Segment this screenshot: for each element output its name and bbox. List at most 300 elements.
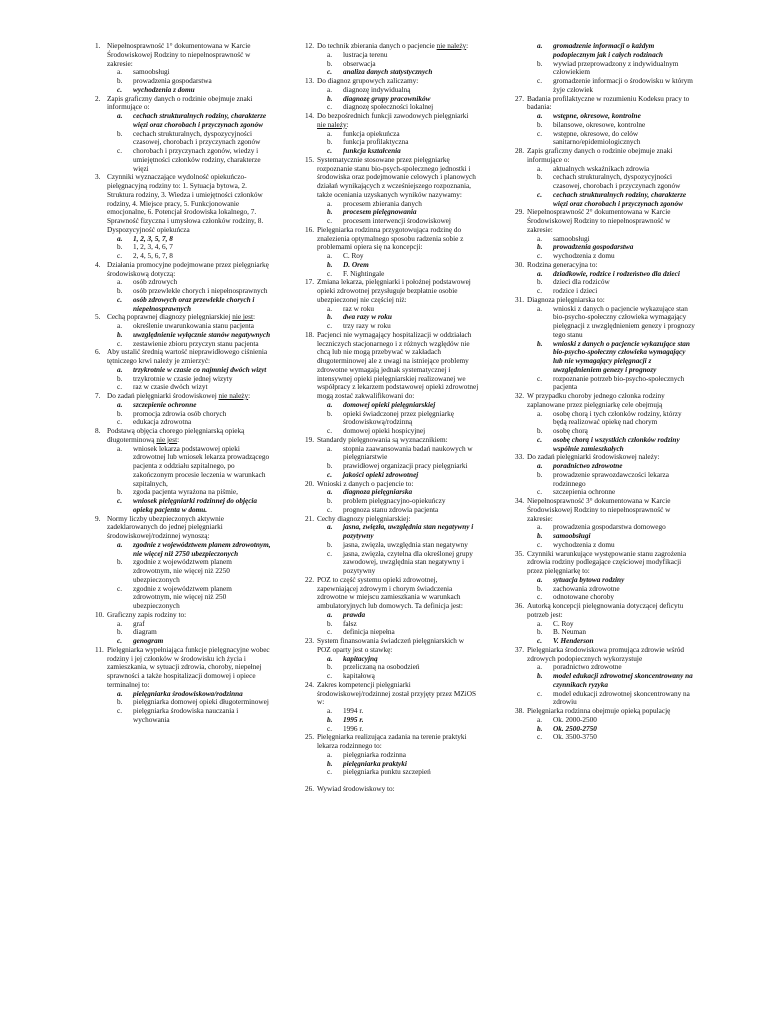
option-letter: a. — [117, 365, 123, 374]
option-text: dwa razy w roku — [343, 313, 392, 322]
option-text: określenie uwarunkowania stanu pacjenta — [133, 322, 254, 330]
option-letter: b. — [327, 663, 333, 672]
question-number: 24. — [305, 680, 315, 689]
question-negation: nie należy — [218, 392, 249, 400]
option-text: odnotowane choroby — [553, 593, 615, 602]
option-text: wstępne, okresowe, do celów sanitarno/epidemiologicznych — [553, 129, 641, 147]
option-text: wniosek pielęgniarki rodzinnej do objęcia opieką pacjenta w domu. — [133, 497, 258, 514]
option-item — [317, 130, 479, 139]
option-item — [317, 103, 479, 112]
option-item — [317, 427, 479, 436]
correct-option — [317, 147, 479, 156]
question-column-1 — [95, 42, 271, 725]
option-text: prowadzenia gospodarstwa — [553, 243, 634, 252]
option-text: stopnia zaawansowania badań naukowych w pielęgniarstwie — [343, 444, 473, 462]
question-number: 19. — [305, 435, 315, 444]
option-letter: c. — [117, 147, 123, 155]
option-text: gromadzenie informacji o środowisku w którym żyje człowiek — [553, 77, 693, 94]
option-list — [527, 576, 695, 602]
correct-option — [107, 637, 271, 646]
correct-option — [317, 208, 479, 217]
correct-option — [317, 261, 479, 270]
option-letter: c. — [537, 287, 543, 295]
option-letter: b. — [117, 243, 123, 252]
option-text: D. Orem — [343, 260, 369, 269]
option-letter: c. — [537, 733, 543, 742]
option-item — [527, 620, 695, 629]
option-item — [317, 305, 479, 314]
option-text: raz w czasie dwóch wizyt — [133, 383, 208, 392]
question-text — [107, 348, 271, 366]
question-stem: Zakres kompetencji pielęgniarki środowiskowej/rodzinnej został przyjęty przez MZiOS w: — [317, 680, 477, 707]
option-letter: a. — [537, 619, 543, 628]
option-text: promocja zdrowia osób chorych — [133, 409, 227, 418]
question-item — [515, 602, 695, 646]
option-letter: a. — [327, 610, 333, 619]
option-text: zachowania zdrowotne — [553, 584, 620, 593]
question-text — [107, 646, 271, 690]
question-stem: Pielęgniarka wypełniająca funkcje pielęgnacyjne wobec rodziny i jej członków w środowisku ich życia i zamieszkania, w sytuacji zdrowia, choroby, niepełnej sprawności a także hospitalizacji domowej i opiece terminalnej to: — [107, 645, 270, 689]
option-text: osobę chorą — [553, 427, 588, 435]
question-number: 26. — [305, 785, 315, 793]
option-text: samoobsługi — [553, 234, 590, 243]
question-number: 7. — [95, 392, 101, 400]
option-text: analiza danych statystycznych — [343, 68, 433, 77]
question-stem: Badania profilaktyczne w rozumieniu Kodeksu pracy to badania: — [527, 94, 690, 112]
question-stem: W przypadku choroby jednego członka rodziny zaplanowane przez pielęgniarkę cele obejmują — [527, 392, 665, 409]
option-list — [317, 51, 479, 77]
option-letter: a. — [117, 322, 123, 330]
option-text: procesem interwencji środowiskowej — [343, 217, 451, 225]
option-text: Ok. 2500-2750 — [553, 724, 597, 733]
option-letter: b. — [117, 374, 123, 383]
question-number: 31. — [515, 295, 525, 304]
option-item — [527, 585, 695, 594]
option-letter: b. — [327, 94, 333, 103]
question-item — [305, 77, 479, 112]
option-item — [317, 410, 479, 428]
question-item — [305, 576, 479, 637]
option-letter: c. — [327, 768, 333, 777]
option-list — [107, 445, 271, 515]
option-list — [107, 620, 271, 646]
question-number: 37. — [515, 645, 525, 654]
option-text: fałsz — [343, 619, 357, 628]
option-list — [527, 165, 695, 209]
correct-option — [317, 760, 479, 769]
question-text — [527, 646, 695, 664]
option-item — [527, 663, 695, 672]
option-letter: a. — [327, 400, 333, 409]
question-stem: POZ to część systemu opieki zdrowotnej, zapewniającej zdrowym i chorym świadczenia zdrowotne w miejscu zamieszkania w warunkach ambulatoryjnych lub domowych. Ta definicja jest: — [317, 575, 463, 610]
question-number: 20. — [305, 479, 315, 488]
option-item — [107, 445, 271, 489]
question-stem: Podstawą objęcia chorego pielęgniarską opieką długoterminową — [107, 427, 245, 444]
question-stem: Czynniki wyznaczające wydolność opiekuńczo-pielęgnacyjną rodziny to: 1. Sytuacja bytowa, 2. Struktura rodziny, 3. Wiedza i umiejętności członków rodziny, 4. Miejsce pracy, 5. Funkcjonowanie emocjonalne, 6. Potencjał środowiska lokalnego, 7. Sprawność fizyczna i umysłowa członków rodziny, 8. Dyspozycyjność opiekuńcza — [107, 173, 264, 234]
option-list — [317, 488, 479, 514]
option-text: rozpoznanie potrzeb bio-psycho-społecznych pacjenta — [553, 374, 685, 392]
option-text: V. Henderson — [553, 637, 594, 645]
question-negation: nie jest — [156, 435, 178, 444]
option-letter: c. — [117, 418, 123, 427]
option-text: domowej opieki pielęgniarskiej — [343, 400, 436, 409]
question-text — [317, 77, 479, 86]
option-letter: b. — [537, 339, 543, 348]
option-text: wychodzenia z domu — [553, 540, 615, 549]
option-text: funkcja profilaktyczna — [343, 138, 409, 147]
option-letter: b. — [537, 584, 543, 593]
question-text — [317, 785, 479, 794]
option-letter: c. — [537, 689, 543, 698]
option-letter: a. — [117, 400, 123, 409]
option-item — [107, 488, 271, 497]
question-item — [305, 515, 479, 576]
question-text: Cechą poprawnej diagnozy pielęgniarskiej nie jest: — [107, 313, 255, 322]
question-number: 28. — [515, 147, 525, 155]
question-item — [305, 785, 479, 794]
option-list — [527, 663, 695, 707]
option-text: przeliczaną na osobodzień — [343, 663, 420, 672]
option-letter: b. — [537, 427, 543, 435]
option-letter: b. — [537, 173, 543, 182]
option-item — [527, 60, 695, 78]
question-number: 36. — [515, 602, 525, 610]
question-text — [317, 226, 479, 252]
option-item — [317, 217, 479, 226]
option-letter: a. — [327, 444, 333, 453]
question-text — [317, 480, 479, 489]
question-stem: Niepełnosprawność 1° dokumentowana w Karcie Środowiskowej Rodziny to niepełnosprawność w zakresie: — [107, 42, 251, 68]
option-text: 1, 2, 3, 4, 6, 7 — [133, 243, 173, 252]
option-letter: b. — [327, 497, 333, 505]
question-stem: Aby ustalić średnią wartość nieprawidłowego ciśnienia tętniczego krwi należy je zmierzyć: — [107, 348, 268, 365]
option-letter: a. — [327, 85, 333, 94]
option-text: diagnozę grupy pracowników — [343, 94, 431, 103]
question-text — [317, 637, 479, 655]
option-letter: b. — [327, 715, 333, 724]
question-column-3 — [515, 42, 695, 742]
question-item — [515, 95, 695, 148]
option-text: prawidłowej organizacji pracy pielęgniarki — [343, 462, 468, 470]
option-text: osobę chorą i wszystkich członków rodziny wspólnie zamieszkałych — [553, 435, 680, 453]
option-letter: c. — [327, 269, 333, 278]
question-number: 15. — [305, 155, 315, 164]
question-text — [317, 681, 479, 707]
question-item — [95, 611, 271, 646]
option-letter: a. — [537, 112, 543, 120]
option-list — [107, 235, 271, 261]
option-text: wniosek lekarza podstawowej opieki zdrowotnej lub wniosek lekarza prowadzącego pacjenta z oddziału szpitalnego, po zakończonym procesie leczenia w warunkach szpitalnych, — [133, 444, 270, 488]
option-list — [107, 278, 271, 313]
option-item — [317, 628, 479, 637]
option-text: pielęgniarka praktyki — [343, 759, 407, 768]
option-item — [317, 751, 479, 760]
option-letter: c. — [327, 724, 333, 733]
question-text — [527, 392, 695, 410]
option-list — [527, 112, 695, 147]
option-text: 1995 r. — [343, 715, 364, 724]
option-text: obserwacja — [343, 59, 376, 68]
option-letter: c. — [537, 190, 543, 199]
question-stem: Graficzny zapis rodziny to: — [107, 610, 187, 619]
option-letter: a. — [117, 689, 123, 698]
question-number: 30. — [515, 260, 525, 269]
option-letter: a. — [117, 68, 123, 77]
correct-option — [107, 401, 271, 410]
question-number: 35. — [515, 549, 525, 558]
question-stem: Wywiad środowiskowy to: — [317, 785, 395, 793]
question-stem: Niepełnosprawność 3° dokumentowana w Karcie Środowiskowej Rodziny to niepełnosprawność w zakresie: — [527, 497, 671, 523]
option-list — [527, 42, 695, 95]
question-stem: Do technik zbierania danych o pacjencie — [317, 42, 435, 50]
option-text: wychodzenia z domu — [133, 85, 195, 94]
question-text — [527, 497, 695, 523]
option-letter: a. — [537, 164, 543, 173]
question-number: 10. — [95, 610, 105, 619]
option-text: aktualnych wskaźnikach zdrowia — [553, 164, 650, 173]
question-text — [107, 515, 271, 541]
question-item — [95, 646, 271, 725]
option-list — [107, 541, 271, 611]
correct-option — [527, 42, 695, 60]
correct-option — [527, 576, 695, 585]
option-letter: a. — [327, 488, 333, 497]
option-letter: b. — [327, 59, 333, 68]
option-text: trzykrotnie w czasie co najmniej dwóch wizyt — [133, 365, 267, 374]
option-item — [317, 620, 479, 629]
option-text: domowej opieki hospicyjnej — [343, 427, 426, 435]
option-letter: b. — [117, 558, 123, 567]
correct-option — [107, 296, 271, 314]
option-text: dzieci dla rodziców — [553, 278, 610, 287]
correct-option — [107, 235, 271, 244]
option-item — [527, 593, 695, 602]
question-number: 6. — [95, 348, 101, 357]
option-letter: a. — [117, 112, 123, 120]
question-text — [527, 453, 695, 462]
option-list — [317, 86, 479, 112]
option-letter: b. — [327, 462, 333, 470]
option-text: pielęgniarka rodzinna — [343, 750, 407, 759]
question-negation: nie należy — [317, 120, 347, 129]
option-item — [527, 523, 695, 532]
option-item — [317, 462, 479, 471]
correct-option — [317, 313, 479, 322]
option-text: osób zdrowych oraz przewlekle chorych i niepełnosprawnych — [133, 295, 255, 313]
option-item — [107, 418, 271, 427]
option-letter: b. — [537, 724, 543, 733]
question-stem: Czynniki warunkujące występowanie stanu zagrożenia zdrowia rodziny podlegające częściowej modyfikacji przez pielęgniarkę to: — [527, 549, 687, 575]
option-text: samoobsługi — [133, 68, 170, 77]
option-text: 2, 4, 5, 6, 7, 8 — [133, 252, 173, 260]
question-number: 16. — [305, 225, 315, 234]
option-letter: c. — [327, 549, 333, 558]
option-list — [107, 322, 271, 348]
correct-option — [317, 68, 479, 77]
correct-option — [317, 523, 479, 541]
question-item — [305, 436, 479, 480]
option-list — [317, 707, 479, 733]
option-item — [317, 270, 479, 279]
option-item — [527, 305, 695, 340]
question-number: 22. — [305, 575, 315, 584]
question-text — [317, 515, 479, 524]
option-item — [107, 707, 271, 725]
option-text: C. Roy — [553, 619, 574, 628]
option-letter: b. — [117, 77, 123, 85]
option-letter: a. — [117, 540, 123, 549]
option-item — [527, 427, 695, 436]
question-stem: Autorką koncepcji pielęgnowania dotyczącej deficytu potrzeb jest: — [527, 602, 684, 619]
option-item — [527, 278, 695, 287]
correct-option — [317, 471, 479, 480]
question-item — [95, 313, 271, 348]
correct-option — [107, 541, 271, 559]
option-item — [107, 620, 271, 629]
question-stem: Pielęgniarka rodzinna przygotowująca rodzinę do znalezienia optymalnego sposobu radzenia sobie z problemami opiera się na koncepcji: — [317, 225, 464, 252]
option-list — [107, 112, 271, 173]
option-item — [107, 340, 271, 349]
correct-option — [107, 690, 271, 699]
option-letter: c. — [537, 435, 543, 444]
option-letter: c. — [537, 77, 543, 85]
question-number: 34. — [515, 497, 525, 505]
option-item — [317, 445, 479, 463]
option-text: jasna, zwięzła, czytelna dla określonej grupy zawodowej, uwzględnia stan negatywny i pozytywny — [343, 549, 473, 575]
option-letter: b. — [327, 260, 333, 269]
option-letter: a. — [537, 42, 543, 50]
question-item — [95, 173, 271, 261]
question-stem: Do bezpośrednich funkcji zawodowych pielęgniarki — [317, 112, 469, 120]
option-item — [317, 51, 479, 60]
option-item — [527, 375, 695, 393]
question-number: 11. — [95, 645, 104, 654]
option-letter: b. — [537, 243, 543, 252]
question-stem: Do zadań pielęgniarki środowiskowej należy: — [527, 453, 660, 462]
option-item — [107, 147, 271, 173]
option-letter: b. — [327, 138, 333, 147]
option-item — [317, 541, 479, 550]
question-text — [107, 42, 271, 68]
option-item — [317, 86, 479, 95]
question-negation: nie jest — [232, 313, 253, 322]
option-text: definicja niepełna — [343, 628, 395, 637]
option-text: jasna, zwięzła, uwzględnia stan negatywny i pozytywny — [343, 523, 474, 540]
question-number: 23. — [305, 637, 315, 645]
option-text: B. Neuman — [553, 628, 587, 637]
correct-option — [527, 340, 695, 375]
option-item — [527, 121, 695, 130]
option-letter: a. — [537, 304, 543, 313]
question-text — [527, 296, 695, 305]
option-item — [527, 733, 695, 742]
correct-option — [527, 436, 695, 454]
question-stem: Do diagnoz grupowych zaliczamy: — [317, 77, 419, 85]
option-item — [107, 698, 271, 707]
option-text: funkcja opiekuńcza — [343, 129, 400, 138]
question-stem: Niepełnosprawność 2° dokumentowana w Karcie Środowiskowej Rodziny to niepełnosprawność w zakresie: — [527, 208, 671, 234]
correct-option — [317, 716, 479, 725]
question-item — [95, 348, 271, 392]
option-text: pielęgniarka środowiska nauczania i wychowania — [133, 707, 239, 724]
correct-option — [317, 488, 479, 497]
option-text: prowadzenia gospodarstwa domowego — [553, 523, 666, 532]
option-text: lustracja terenu — [343, 50, 388, 59]
option-item — [527, 165, 695, 174]
correct-option — [107, 86, 271, 95]
option-item — [317, 497, 479, 506]
option-text: cechach strukturalnych rodziny, charakterze więzi oraz chorobach i przyczynach zgonów — [553, 190, 687, 208]
question-number: 32. — [515, 392, 525, 400]
option-text: osobę chorą i tych członków rodziny, którzy będą realizować opiekę nad chorym — [553, 409, 682, 427]
option-letter: b. — [537, 532, 543, 540]
question-column-2 — [305, 42, 479, 794]
question-stem: Standardy pielęgnowania są wyznacznikiem: — [317, 435, 448, 444]
question-stem: Pielęgniarka rodzinna obejmuje opieką populację — [527, 707, 671, 715]
option-text: osób zdrowych — [133, 278, 178, 287]
question-text — [317, 436, 479, 445]
option-letter: b. — [327, 540, 333, 549]
option-text: procesem zbierania danych — [343, 199, 422, 208]
question-stem: Pielęgniarka realizująca zadania na terenie praktyki lekarza rodzinnego to: — [317, 733, 467, 750]
option-letter: a. — [327, 707, 333, 715]
option-text: Ok. 3500-3750 — [553, 733, 597, 742]
option-letter: b. — [117, 330, 123, 339]
option-list — [317, 611, 479, 637]
option-letter: a. — [327, 199, 333, 208]
correct-option — [107, 331, 271, 340]
option-text: C. Roy — [343, 252, 364, 260]
option-letter: b. — [327, 759, 333, 768]
question-text — [317, 156, 479, 200]
option-item — [527, 471, 695, 489]
option-item — [527, 488, 695, 497]
question-number: 1. — [95, 42, 101, 50]
question-number: 9. — [95, 514, 101, 523]
question-item — [95, 392, 271, 427]
question-text: Podstawą objęcia chorego pielęgniarską opieką długoterminową nie jest: — [107, 427, 245, 444]
option-letter: b. — [327, 208, 333, 217]
option-letter: a. — [327, 654, 333, 663]
option-letter: a. — [327, 252, 333, 260]
question-stem: Cechy diagnozy pielęgniarskiej: — [317, 514, 411, 523]
option-item — [107, 252, 271, 261]
option-letter: a. — [117, 619, 123, 628]
option-text: 1994 r. — [343, 707, 364, 715]
option-text: kapitacyjną — [343, 654, 378, 663]
question-number: 25. — [305, 733, 315, 742]
question-number: 17. — [305, 278, 315, 287]
question-text — [527, 147, 695, 165]
question-text — [527, 602, 695, 620]
option-letter: c. — [327, 322, 333, 330]
correct-option — [527, 725, 695, 734]
question-text — [317, 331, 479, 401]
question-item — [95, 515, 271, 611]
option-item — [317, 663, 479, 672]
option-text: bilansowe, okresowe, kontrolne — [553, 120, 646, 129]
option-text: raz w roku — [343, 304, 375, 313]
option-text: pielęgniarka punktu szczepień — [343, 768, 431, 777]
question-number: 29. — [515, 208, 525, 217]
option-item — [527, 173, 695, 191]
question-stem: Wnioski z danych o pacjencie to: — [317, 479, 414, 488]
option-letter: c. — [537, 252, 543, 260]
question-number: 14. — [305, 112, 315, 120]
option-letter: c. — [327, 103, 333, 112]
question-item — [95, 261, 271, 314]
option-item — [527, 690, 695, 708]
